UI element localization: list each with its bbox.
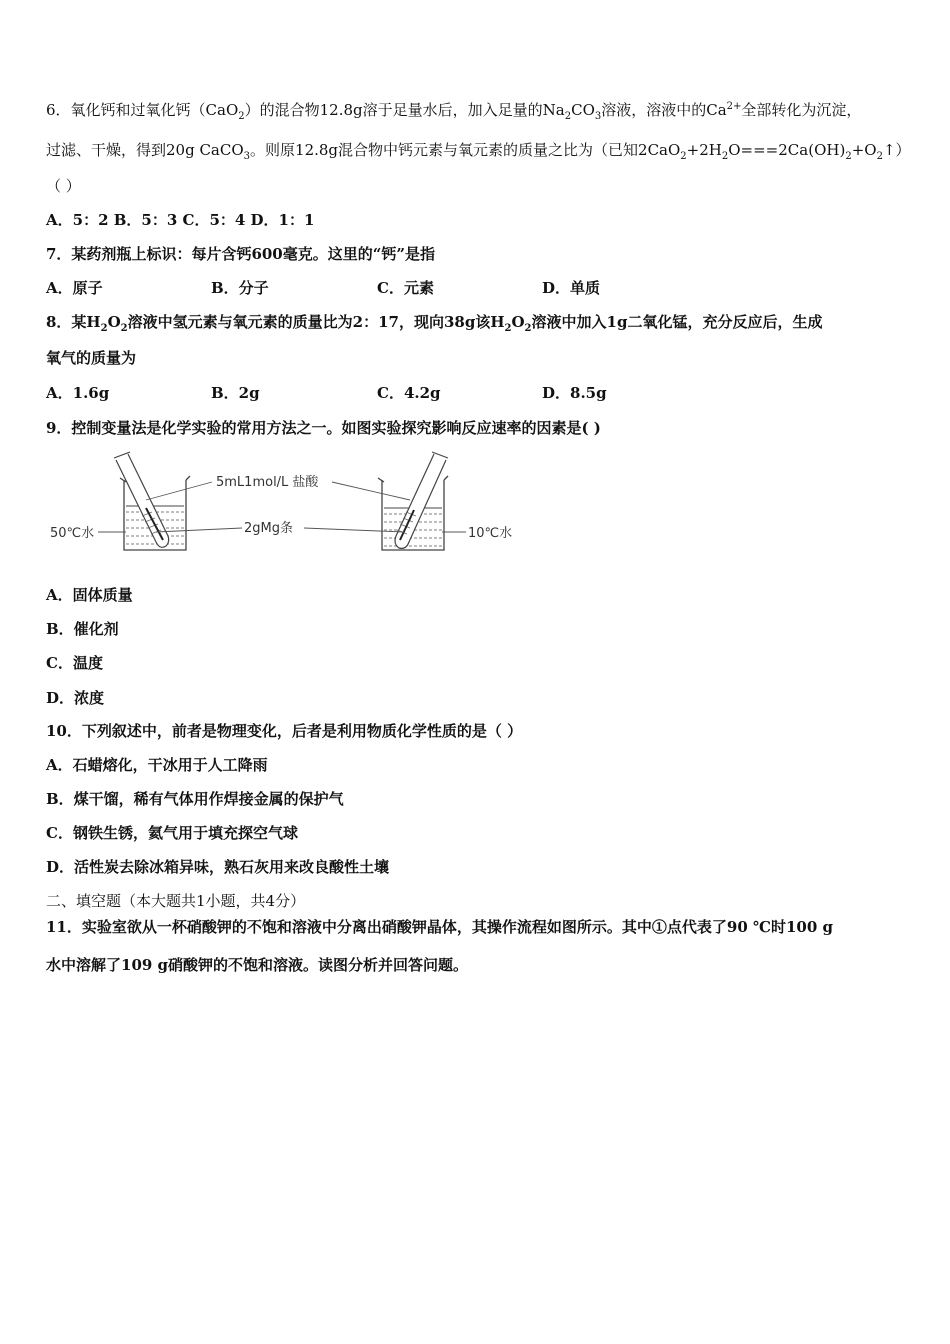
q7-option-a: A．原子 xyxy=(46,279,103,297)
label-mg-strip: 2gMg条 xyxy=(244,521,293,536)
right-beaker xyxy=(378,452,448,550)
left-test-tube xyxy=(114,452,169,547)
q7-stem: 7．某药剂瓶上标识：每片含钙600毫克。这里的“钙”是指 xyxy=(46,245,436,263)
q9-option-a: A．固体质量 xyxy=(46,586,133,604)
q6-options: A．5：2 B．5：3 C．5：4 D．1：1 xyxy=(46,211,315,229)
q7-option-d: D．单质 xyxy=(542,279,601,297)
label-hydrochloric-acid: 5mL1mol/L 盐酸 xyxy=(216,475,319,490)
q9-experiment-figure xyxy=(46,450,526,570)
q9-option-b: B．催化剂 xyxy=(46,620,119,638)
q9-stem: 9．控制变量法是化学实验的常用方法之一。如图实验探究影响反应速率的因素是( ) xyxy=(46,419,601,437)
label-10c-water: 10℃水 xyxy=(468,526,513,541)
q9-option-d: D．浓度 xyxy=(46,689,105,707)
q8-line-2: 氧气的质量为 xyxy=(46,349,137,367)
q8-line-1: 8．某$H_2O_2$溶液中氢元素与氧元素的质量比为2：17，现向38g该$H_2O_2$溶液中加入1g二氧化锰，充分反应后，生成 xyxy=(46,313,823,334)
q8-option-c: C．4.2g xyxy=(377,384,441,402)
q11-line-1: 11．实验室欲从一杯硝酸钾的不饱和溶液中分离出硝酸钾晶体，其操作流程如图所示。其中①点代表了90 ℃时100 g xyxy=(46,918,833,936)
q10-option-d: D．活性炭去除冰箱异味，熟石灰用来改良酸性土壤 xyxy=(46,858,390,876)
q10-stem: 10．下列叙述中，前者是物理变化，后者是利用物质化学性质的是（ ） xyxy=(46,722,523,740)
q9-option-c: C．温度 xyxy=(46,654,103,672)
q6-line-1: 6．氧化钙和过氧化钙（CaO$_2$）的混合物12.8g溶于足量水后，加入足量的$Na_2CO_3$溶液，溶液中的$Ca^{2+}$全部转化为沉淀， xyxy=(46,101,862,122)
q8-option-b: B．2g xyxy=(211,384,260,402)
section-2-title: 二、填空题（本大题共1小题，共4分） xyxy=(46,892,306,910)
q8-option-d: D．8.5g xyxy=(542,384,607,402)
q6-line-2: 过滤、干燥，得到20g CaCO$_3$。则原12.8g混合物中钙元素与氧元素的质量之比为（已知$2CaO_2+2H_2O===2Ca(OH)_2+O_2↑$） xyxy=(46,141,911,162)
q10-option-b: B．煤干馏，稀有气体用作焊接金属的保护气 xyxy=(46,790,344,808)
q10-option-c: C．钢铁生锈，氦气用于填充探空气球 xyxy=(46,824,298,842)
beaker-diagram xyxy=(46,450,526,570)
label-50c-water: 50℃水 xyxy=(50,526,95,541)
q7-option-c: C．元素 xyxy=(377,279,434,297)
q10-option-a: A．石蜡熔化，干冰用于人工降雨 xyxy=(46,756,268,774)
right-test-tube xyxy=(395,452,448,548)
q7-option-b: B．分子 xyxy=(211,279,269,297)
q8-option-a: A．1.6g xyxy=(46,384,110,402)
left-beaker xyxy=(114,452,190,550)
q6-answer-blank: （ ） xyxy=(46,177,81,195)
q11-line-2: 水中溶解了109 g硝酸钾的不饱和溶液。读图分析并回答问题。 xyxy=(46,956,469,974)
